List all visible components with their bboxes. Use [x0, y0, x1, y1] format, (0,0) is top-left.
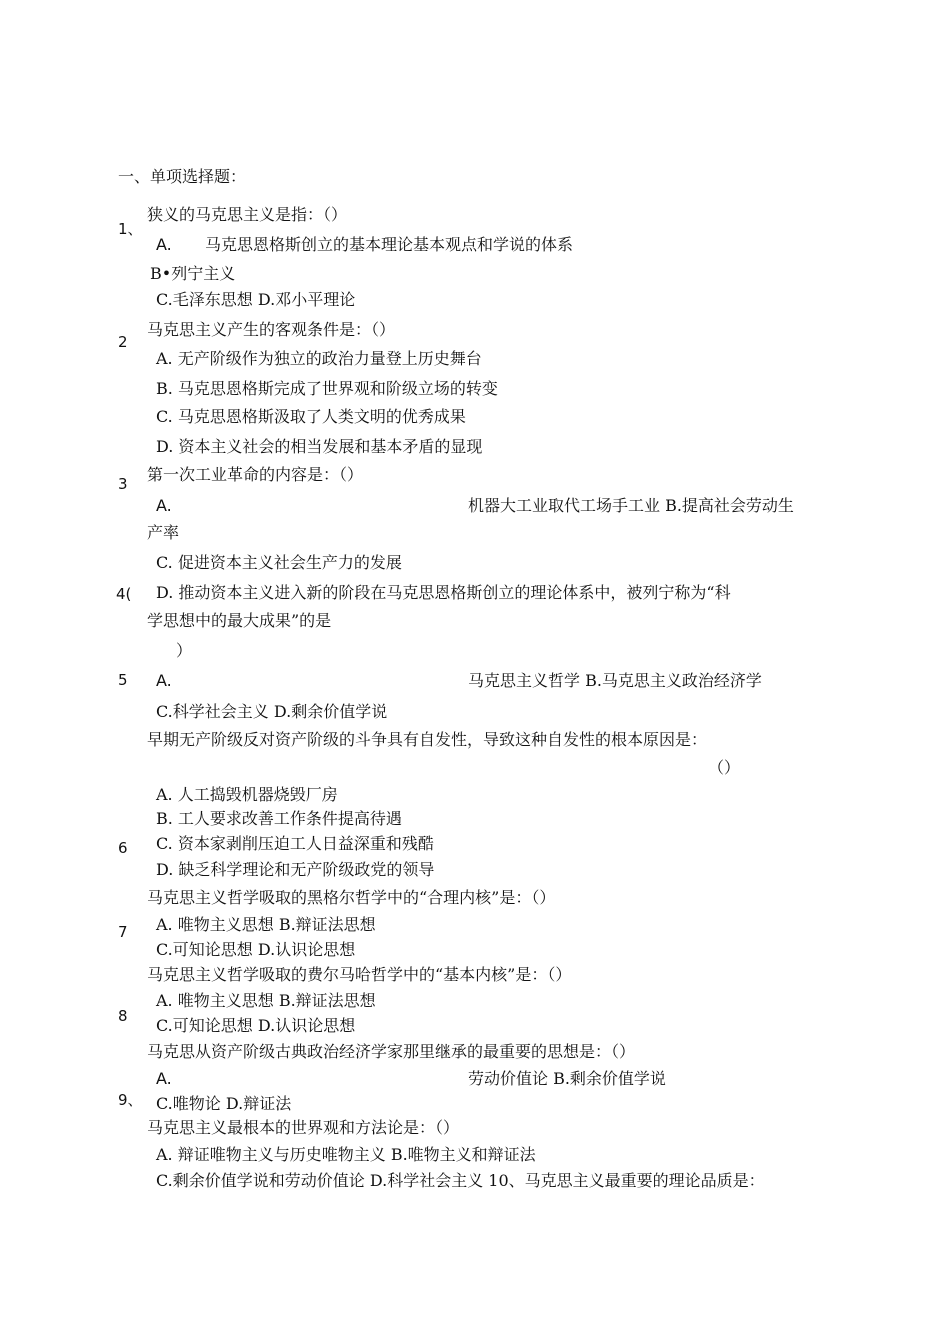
question-6-options-ab: A. 唯物主义思想 B.辩证法思想: [156, 915, 376, 934]
question-4-options-cd: C.科学社会主义 D.剩余价值学说: [156, 702, 388, 721]
question-2-stem: 马克思主义产生的客观条件是：（）: [147, 320, 396, 339]
question-number-2: 2: [118, 333, 128, 351]
question-number-8: 8: [118, 1007, 128, 1025]
question-number-6: 6: [118, 839, 128, 857]
question-3-option-a-letter: A.: [156, 496, 172, 515]
question-2-option-c: C. 马克思恩格斯汲取了人类文明的优秀成果: [156, 407, 466, 426]
question-2-option-a: A. 无产阶级作为独立的政治力量登上历史舞台: [156, 349, 482, 368]
question-number-5: 5: [118, 671, 128, 689]
question-4-option-a-letter: A.: [156, 671, 172, 690]
question-1-stem: 狭义的马克思主义是指：（）: [147, 205, 348, 224]
question-2-option-d: D. 资本主义社会的相当发展和基本矛盾的显现: [156, 437, 483, 456]
question-3-option-a-continued: 产率: [147, 523, 180, 542]
question-8-option-a-letter: A.: [156, 1069, 172, 1088]
question-9-stem: 马克思主义最根本的世界观和方法论是：（）: [147, 1118, 460, 1137]
question-1-option-a-letter: A.: [156, 235, 172, 254]
question-9-options-ab: A. 辩证唯物主义与历史唯物主义 B.唯物主义和辩证法: [156, 1145, 536, 1164]
question-3-option-d: D. 推动资本主义进入新的阶段在马克思恩格斯创立的理论体系中，被列宁称为“科: [156, 583, 731, 602]
question-1-options-cd: C.毛泽东思想 D.邓小平理论: [156, 290, 356, 309]
question-6-stem: 马克思主义哲学吸取的黑格尔哲学中的“合理内核”是：（）: [147, 888, 556, 907]
question-5-option-a: A. 人工捣毁机器烧毁厂房: [156, 785, 338, 804]
question-2-option-b: B. 马克思恩格斯完成了世界观和阶级立场的转变: [156, 379, 498, 398]
question-number-9: 9、: [118, 1091, 143, 1109]
question-5-option-d: D. 缺乏科学理论和无产阶级政党的领导: [156, 860, 435, 879]
question-5-stem: 早期无产阶级反对资产阶级的斗争具有自发性，导致这种自发性的根本原因是：: [147, 730, 708, 749]
question-3-option-c: C. 促进资本主义社会生产力的发展: [156, 553, 402, 572]
question-7-options-ab: A. 唯物主义思想 B.辩证法思想: [156, 991, 376, 1010]
question-6-options-cd: C.可知论思想 D.认识论思想: [156, 940, 356, 959]
question-7-options-cd: C.可知论思想 D.认识论思想: [156, 1016, 356, 1035]
question-4-paren: ）: [176, 641, 193, 660]
question-5-paren: （）: [708, 758, 741, 777]
question-number-4: 4(: [116, 585, 132, 603]
question-3-stem: 第一次工业革命的内容是：（）: [147, 465, 364, 484]
question-3-option-a: 机器大工业取代工场手工业 B.提高社会劳动生: [468, 496, 794, 515]
question-1-option-a: 马克思恩格斯创立的基本理论基本观点和学说的体系: [205, 235, 574, 254]
question-7-stem: 马克思主义哲学吸取的费尔马哈哲学中的“基本内核”是：（）: [147, 965, 572, 984]
question-number-3: 3: [118, 475, 128, 493]
question-8-option-a: 劳动价值论 B.剩余价值学说: [468, 1069, 666, 1088]
question-5-option-b: B. 工人要求改善工作条件提高待遇: [156, 809, 402, 828]
question-9-options-cd: C.剩余价值学说和劳动价值论 D.科学社会主义 10、马克思主义最重要的理论品质是：: [156, 1171, 765, 1190]
question-1-option-b: B•列宁主义: [150, 264, 236, 283]
question-8-stem: 马克思从资产阶级古典政治经济学家那里继承的最重要的思想是：（）: [147, 1042, 636, 1061]
question-4-option-a: 马克思主义哲学 B.马克思主义政治经济学: [468, 671, 762, 690]
question-5-option-c: C. 资本家剥削压迫工人日益深重和残酷: [156, 834, 434, 853]
question-8-options-cd: C.唯物论 D.辩证法: [156, 1094, 292, 1113]
question-number-1: 1、: [118, 220, 143, 238]
question-4-stem-continued: 学思想中的最大成果”的是: [147, 611, 332, 630]
question-number-7: 7: [118, 923, 128, 941]
section-title: 一、单项选择题：: [118, 167, 247, 186]
